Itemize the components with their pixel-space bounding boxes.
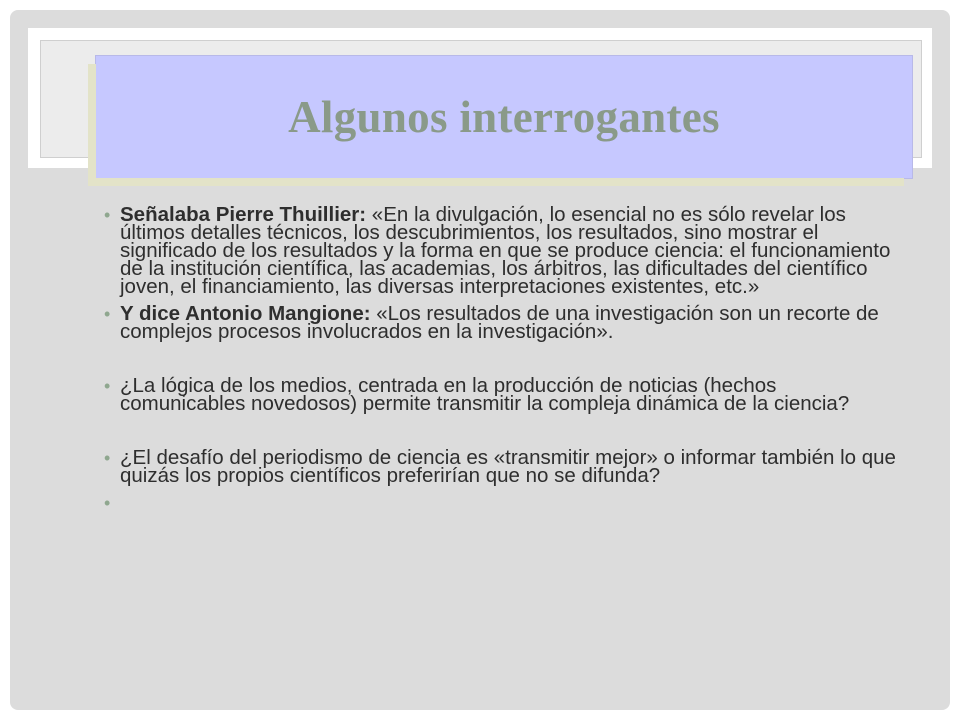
bullet-item-empty — [104, 494, 904, 514]
bullet-item — [104, 446, 904, 487]
bullet-text: «Los resultados de una investigación son un recorte de complejos procesos involucrados en la investigación». — [120, 302, 879, 343]
bullet-list — [104, 203, 904, 514]
bullet-lead: Y dice Antonio Mangione: — [120, 302, 371, 325]
bullet-text: ¿El desafío del periodismo de ciencia es «transmitir mejor» o informar también lo que quizás los propios científicos preferirían que no se difunda? — [120, 446, 896, 487]
bullet-text: «En la divulgación, lo esencial no es sólo revelar los últimos detalles técnicos, los descubrimientos, los resultados, sino mostrar el significado de los resultados y la forma en que se produce ciencia: el funcionamiento de la institución científica, las academias, los árbitros, las dificultades del científico joven, el financiamiento, las diversas interpretaciones existentes, etc.» — [120, 203, 891, 298]
bullet-item — [104, 374, 904, 415]
bullet-lead: Señalaba Pierre Thuillier: — [120, 203, 367, 226]
bullet-item — [104, 203, 904, 298]
bullet-text: ¿La lógica de los medios, centrada en la producción de noticias (hechos comunicables novedosos) permite transmitir la compleja dinámica de la ciencia? — [120, 374, 850, 415]
bullet-item — [104, 302, 904, 343]
slide-title: Algunos interrogantes — [288, 92, 720, 142]
